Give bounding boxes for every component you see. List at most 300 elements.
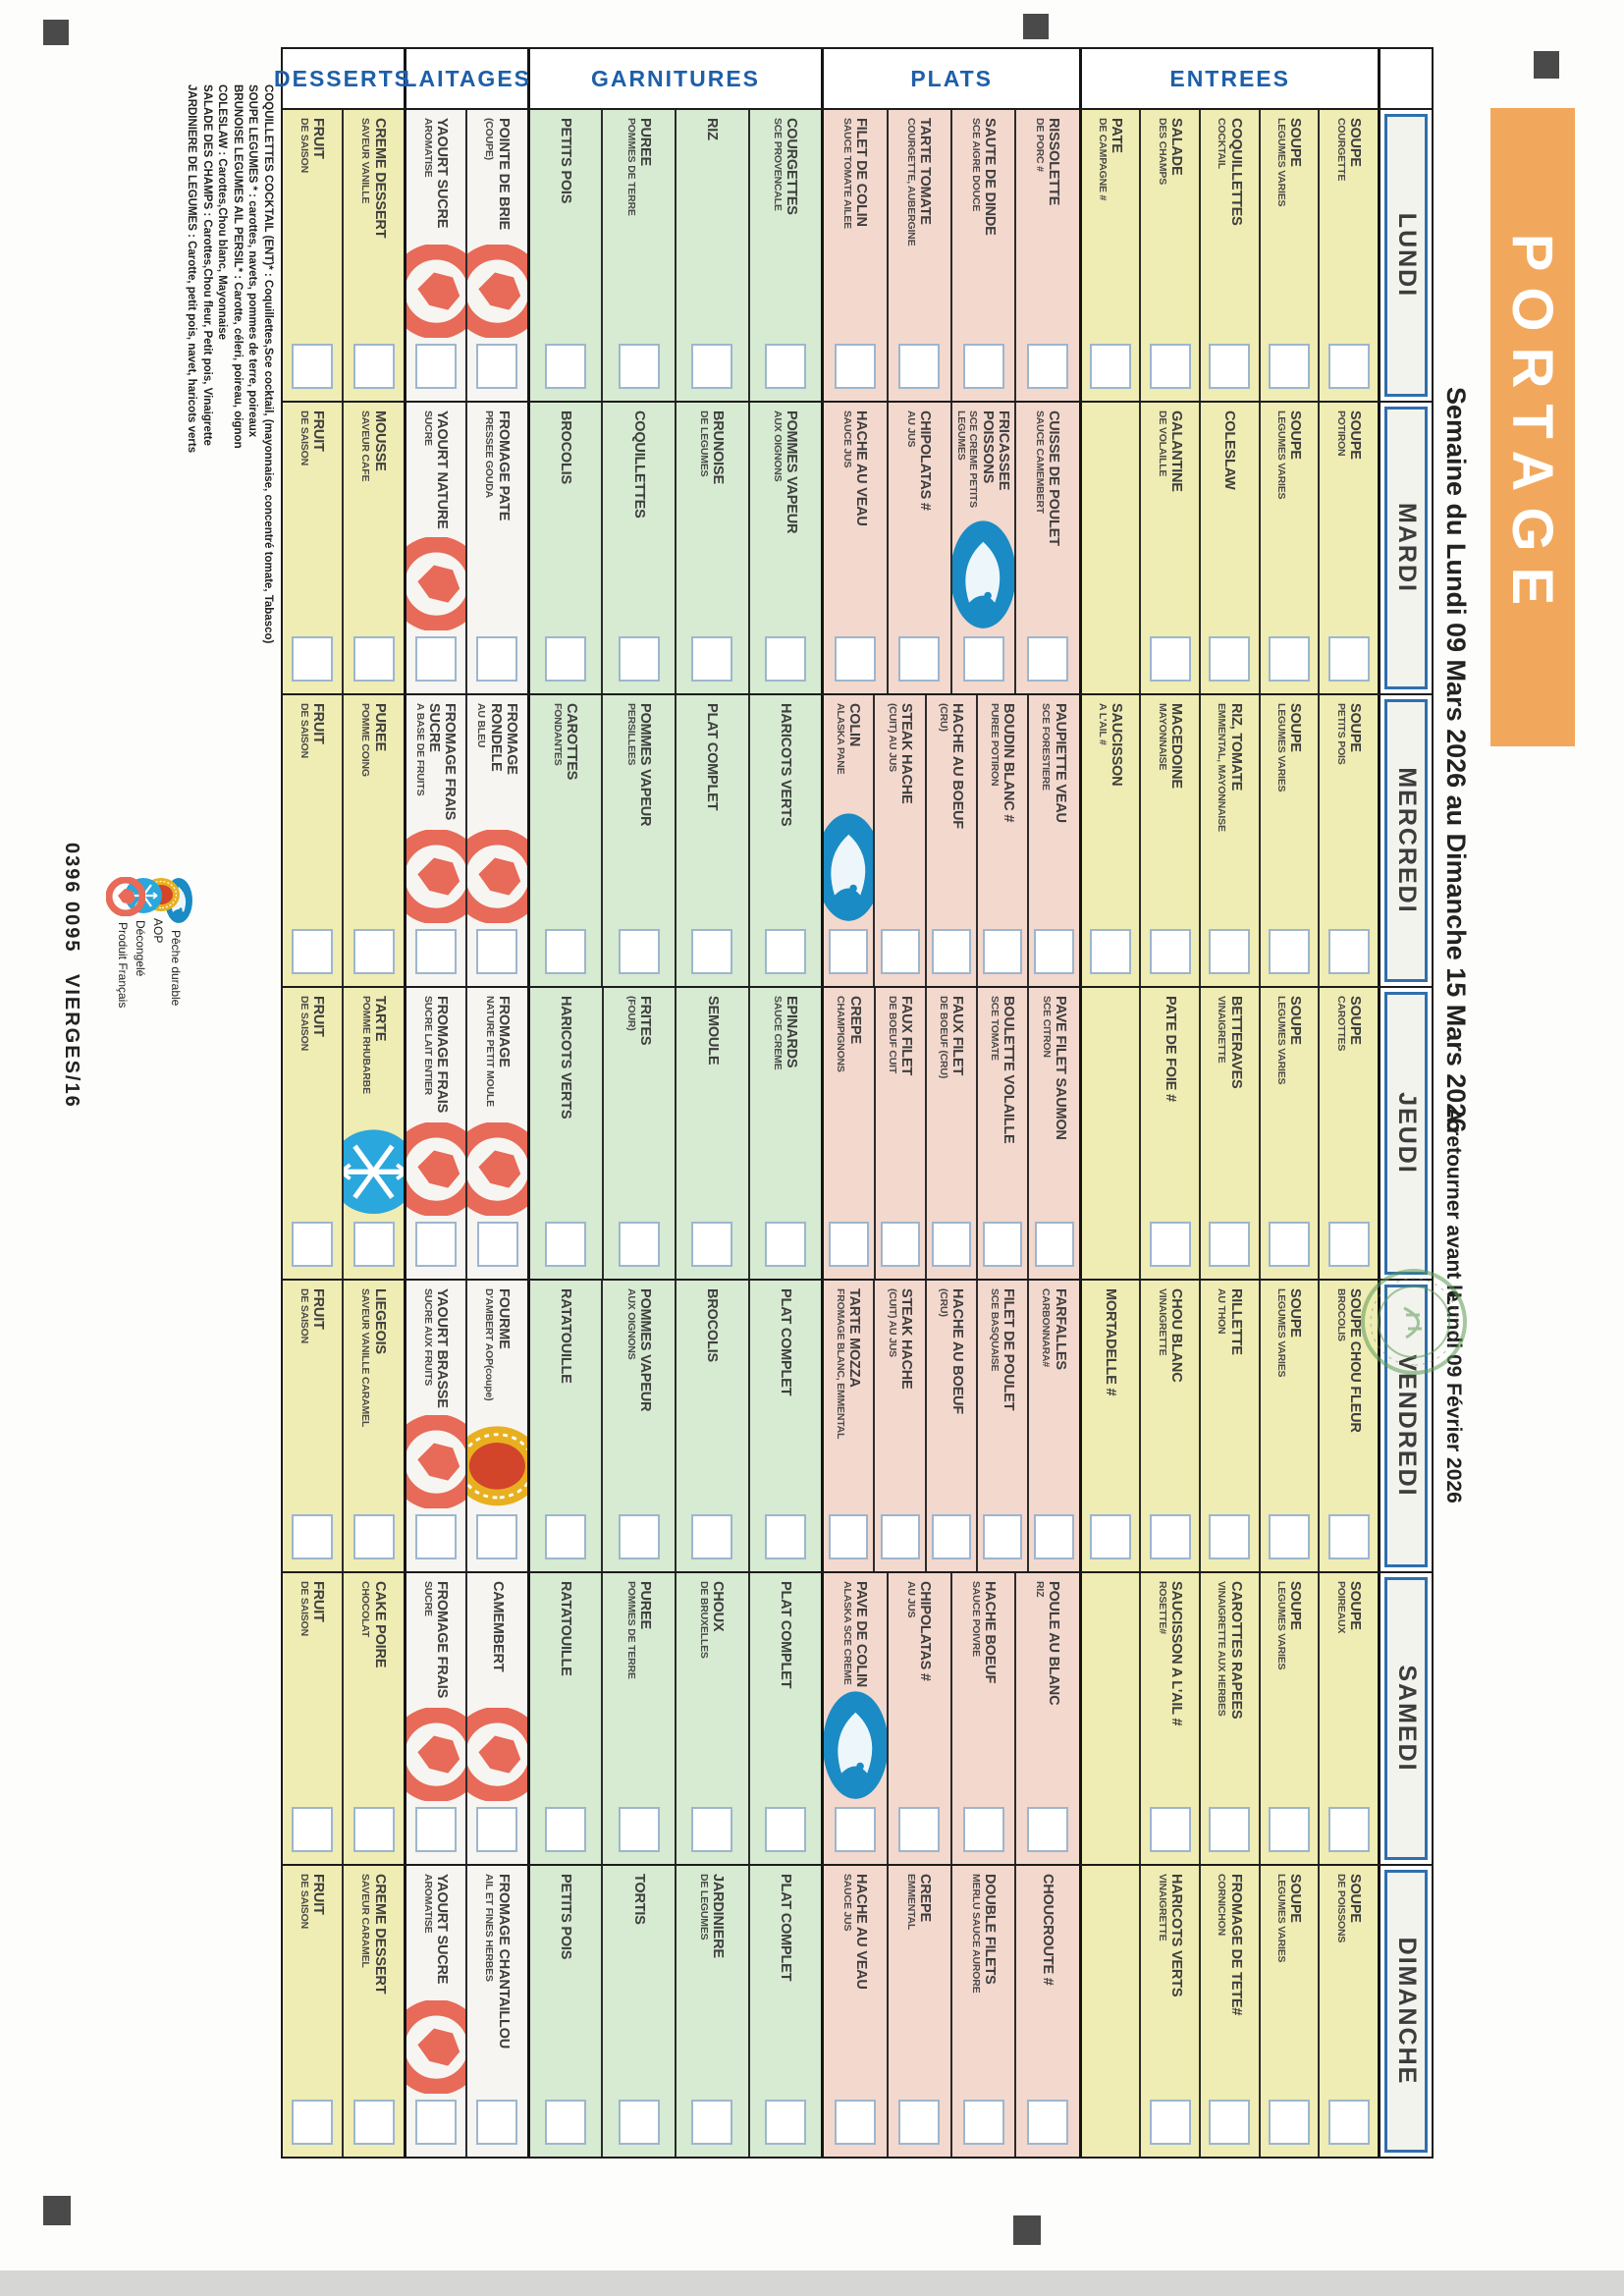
menu-item-text bbox=[359, 410, 387, 636]
menu-checkbox[interactable] bbox=[1035, 1222, 1074, 1267]
menu-checkbox[interactable] bbox=[545, 1514, 586, 1559]
item-subtitle: (COUPE) bbox=[483, 118, 496, 160]
menu-checkbox[interactable] bbox=[765, 1222, 806, 1267]
menu-checkbox[interactable] bbox=[1328, 929, 1370, 974]
produit-francais-icon bbox=[465, 830, 527, 923]
item-name: PAVE FILET SAUMON bbox=[1052, 996, 1068, 1140]
category-label-plats: PLATS bbox=[910, 65, 993, 91]
menu-checkbox[interactable] bbox=[353, 929, 395, 974]
menu-item-text bbox=[698, 1874, 726, 2100]
menu-checkbox[interactable] bbox=[829, 1222, 868, 1267]
item-name: FROMAGE CHANTAILLOU bbox=[495, 1874, 512, 2049]
day-header-label: SAMEDI bbox=[1384, 1577, 1428, 1860]
item-subtitle: VINAIGRETTE bbox=[1216, 996, 1228, 1064]
menu-checkbox[interactable] bbox=[619, 2100, 660, 2145]
menu-checkbox[interactable] bbox=[1269, 929, 1310, 974]
menu-checkbox[interactable] bbox=[765, 1514, 806, 1559]
menu-item-text bbox=[905, 1581, 933, 1807]
item-name: PAUPIETTE VEAU bbox=[1052, 703, 1068, 823]
aop-icon bbox=[465, 1424, 527, 1508]
menu-checkbox[interactable] bbox=[691, 344, 732, 389]
menu-checkbox[interactable] bbox=[1328, 1514, 1370, 1559]
section-laitages-dimanche bbox=[406, 1866, 530, 2157]
menu-checkbox[interactable] bbox=[1328, 1222, 1370, 1267]
item-name: FROMAGE FRAIS SUCRE bbox=[426, 703, 459, 821]
menu-checkbox[interactable] bbox=[545, 1222, 586, 1267]
menu-item-text bbox=[1157, 703, 1184, 929]
item-name: FRUIT bbox=[310, 118, 327, 159]
menu-checkbox[interactable] bbox=[1209, 1807, 1250, 1852]
item-subtitle: A BASE DE FRUITS bbox=[413, 703, 426, 796]
item-name: FRUIT bbox=[310, 410, 327, 452]
menu-checkbox[interactable] bbox=[353, 344, 395, 389]
decongele-icon bbox=[343, 1127, 405, 1216]
menu-item-cell bbox=[530, 1573, 602, 1864]
menu-item-text bbox=[359, 703, 387, 929]
item-subtitle: DES CHAMPS bbox=[1156, 118, 1168, 186]
item-name: PUREE bbox=[636, 1581, 653, 1629]
menu-item-cell bbox=[976, 1281, 1027, 1571]
menu-item-text bbox=[698, 1581, 726, 1807]
menu-checkbox[interactable] bbox=[691, 929, 732, 974]
item-subtitle: SAUCE CREME bbox=[771, 996, 784, 1070]
menu-item-text bbox=[298, 1874, 326, 2100]
menu-checkbox[interactable] bbox=[1328, 344, 1370, 389]
menu-item-cell bbox=[1027, 1281, 1078, 1571]
menu-checkbox[interactable] bbox=[1209, 929, 1250, 974]
menu-checkbox[interactable] bbox=[292, 1514, 333, 1559]
menu-checkbox[interactable] bbox=[1209, 2100, 1250, 2145]
menu-checkbox[interactable] bbox=[1269, 1222, 1310, 1267]
menu-item-text bbox=[414, 703, 459, 830]
menu-item-text bbox=[625, 703, 653, 929]
menu-item-text bbox=[1275, 118, 1303, 344]
registration-mark bbox=[43, 20, 69, 45]
menu-checkbox[interactable] bbox=[545, 2100, 586, 2145]
category-label-desserts: DESSERTS bbox=[274, 65, 412, 91]
menu-item-text bbox=[1221, 410, 1237, 636]
menu-item-cell bbox=[675, 1573, 748, 1864]
menu-checkbox[interactable] bbox=[415, 344, 457, 389]
item-name: HACHE AU VEAU bbox=[853, 410, 870, 526]
menu-checkbox[interactable] bbox=[353, 636, 395, 682]
menu-checkbox[interactable] bbox=[545, 636, 586, 682]
item-subtitle: ALASKA SCE CREME bbox=[840, 1581, 853, 1685]
menu-checkbox[interactable] bbox=[477, 2100, 518, 2145]
section-desserts-mardi bbox=[283, 403, 406, 693]
menu-checkbox[interactable] bbox=[415, 636, 457, 682]
item-name: BOUDIN BLANC # bbox=[1001, 703, 1017, 823]
menu-item-cell bbox=[1027, 988, 1078, 1279]
menu-checkbox[interactable] bbox=[1034, 1514, 1073, 1559]
menu-item-cell bbox=[1199, 1866, 1259, 2157]
item-subtitle: DE SAISON bbox=[298, 1288, 311, 1343]
menu-checkbox[interactable] bbox=[932, 1514, 971, 1559]
item-subtitle: (CRU) bbox=[937, 703, 949, 732]
menu-checkbox[interactable] bbox=[983, 1514, 1022, 1559]
item-subtitle: SAVEUR CAFE bbox=[359, 410, 372, 482]
menu-checkbox[interactable] bbox=[1209, 636, 1250, 682]
item-name: FAUX FILET bbox=[897, 996, 914, 1075]
menu-checkbox[interactable] bbox=[415, 929, 457, 974]
day-header-dimanche bbox=[1380, 1866, 1432, 2157]
menu-item-cell bbox=[601, 1866, 675, 2157]
menu-checkbox[interactable] bbox=[477, 929, 518, 974]
menu-checkbox[interactable] bbox=[353, 1807, 395, 1852]
item-name: CAROTTES bbox=[564, 703, 580, 781]
menu-checkbox[interactable] bbox=[619, 1222, 660, 1267]
item-name: YAOURT SUCRE bbox=[434, 1874, 451, 1985]
menu-checkbox[interactable] bbox=[932, 929, 971, 974]
item-subtitle: (FOUR) bbox=[624, 996, 637, 1031]
menu-checkbox[interactable] bbox=[292, 636, 333, 682]
menu-checkbox[interactable] bbox=[1150, 1807, 1191, 1852]
item-name: HACHE BOEUF bbox=[981, 1581, 998, 1684]
menu-checkbox[interactable] bbox=[1269, 1514, 1310, 1559]
item-subtitle: (CUIT) AU JUS bbox=[886, 703, 898, 772]
menu-checkbox[interactable] bbox=[983, 929, 1022, 974]
menu-item-cell bbox=[675, 1866, 748, 2157]
menu-checkbox[interactable] bbox=[1090, 344, 1131, 389]
return-notice-label: A retourner avant le bbox=[1442, 1108, 1465, 1302]
portage-banner: PORTAGE bbox=[1490, 108, 1575, 746]
menu-item-cell bbox=[406, 695, 466, 986]
item-name: COQUILLETTES bbox=[1227, 118, 1244, 226]
menu-checkbox[interactable] bbox=[1269, 636, 1310, 682]
item-name: SOUPE bbox=[1346, 1581, 1363, 1630]
item-subtitle: AU JUS bbox=[905, 410, 918, 448]
menu-item-text bbox=[704, 1288, 720, 1514]
menu-item-text bbox=[772, 996, 799, 1222]
menu-item-text bbox=[1157, 410, 1184, 636]
menu-checkbox[interactable] bbox=[292, 929, 333, 974]
item-subtitle: SAVEUR VANILLE bbox=[359, 118, 372, 204]
menu-checkbox[interactable] bbox=[415, 1222, 457, 1267]
item-name: DOUBLE FILETS bbox=[981, 1874, 998, 1985]
menu-checkbox[interactable] bbox=[691, 636, 732, 682]
menu-checkbox[interactable] bbox=[881, 1222, 920, 1267]
item-subtitle: SAVEUR CARAMEL bbox=[359, 1874, 372, 1968]
menu-item-text bbox=[631, 1874, 647, 2100]
item-name: CAMEMBERT bbox=[489, 1581, 506, 1672]
menu-item-text bbox=[1335, 410, 1363, 636]
menu-checkbox[interactable] bbox=[898, 636, 940, 682]
menu-checkbox[interactable] bbox=[835, 636, 876, 682]
menu-checkbox[interactable] bbox=[1269, 1807, 1310, 1852]
menu-item-text bbox=[1040, 1874, 1056, 2100]
menu-checkbox[interactable] bbox=[835, 2100, 876, 2145]
item-name: SOUPE bbox=[1287, 118, 1304, 167]
item-name: RATATOUILLE bbox=[558, 1581, 574, 1676]
menu-checkbox[interactable] bbox=[963, 636, 1004, 682]
menu-checkbox[interactable] bbox=[835, 1807, 876, 1852]
item-subtitle: DE SAISON bbox=[298, 1874, 311, 1929]
menu-checkbox[interactable] bbox=[829, 1514, 868, 1559]
menu-checkbox[interactable] bbox=[545, 344, 586, 389]
item-subtitle: AU JUS bbox=[905, 1581, 918, 1618]
section-plats-mardi bbox=[824, 403, 1082, 693]
menu-checkbox[interactable] bbox=[415, 2100, 457, 2145]
menu-item-cell bbox=[1199, 1573, 1259, 1864]
item-name: TARTE MOZZA bbox=[846, 1288, 863, 1388]
menu-checkbox[interactable] bbox=[1027, 2100, 1068, 2145]
menu-checkbox[interactable] bbox=[545, 929, 586, 974]
menu-checkbox[interactable] bbox=[881, 1514, 920, 1559]
menu-checkbox[interactable] bbox=[477, 1222, 518, 1267]
menu-checkbox[interactable] bbox=[1027, 1807, 1068, 1852]
menu-item-cell bbox=[1259, 695, 1319, 986]
item-name: CHOUX bbox=[710, 1581, 727, 1632]
menu-item-cell bbox=[406, 988, 466, 1279]
section-garnitures-dimanche bbox=[530, 1866, 824, 2157]
menu-checkbox[interactable] bbox=[691, 1222, 732, 1267]
menu-checkbox[interactable] bbox=[835, 344, 876, 389]
footnote-line: BRUNOISE LEGUMES AIL PERSIL* : Carotte, céleri, poireau, oignon bbox=[232, 84, 244, 449]
menu-checkbox[interactable] bbox=[1209, 1514, 1250, 1559]
menu-checkbox[interactable] bbox=[963, 344, 1004, 389]
day-header-jeudi bbox=[1380, 988, 1432, 1279]
menu-checkbox[interactable] bbox=[1027, 636, 1068, 682]
menu-checkbox[interactable] bbox=[545, 1807, 586, 1852]
menu-checkbox[interactable] bbox=[1027, 344, 1068, 389]
menu-checkbox[interactable] bbox=[1034, 929, 1073, 974]
item-subtitle: MERLU SAUCE AURORE bbox=[969, 1874, 982, 1994]
item-name: SEMOULE bbox=[704, 996, 721, 1066]
menu-item-cell-empty bbox=[1082, 403, 1140, 693]
menu-checkbox[interactable] bbox=[898, 344, 940, 389]
menu-item-text bbox=[905, 1874, 933, 2100]
item-name: CHIPOLATAS # bbox=[917, 410, 934, 511]
menu-checkbox[interactable] bbox=[1090, 929, 1131, 974]
item-stamp bbox=[406, 2000, 466, 2094]
menu-item-cell bbox=[530, 988, 602, 1279]
menu-checkbox[interactable] bbox=[829, 929, 868, 974]
section-entrees-lundi bbox=[1082, 110, 1380, 401]
legend-item bbox=[115, 877, 132, 1008]
footnote-line: COLESLAW : Carottes,Chou blanc, Mayonnaise bbox=[216, 84, 229, 341]
menu-checkbox[interactable] bbox=[292, 344, 333, 389]
item-subtitle: SAUCE POIVRE bbox=[969, 1581, 982, 1657]
menu-item-text bbox=[359, 1581, 387, 1807]
scan-edge bbox=[0, 2270, 1624, 2296]
item-subtitle: SCE CREME PETITS LEGUMES bbox=[955, 410, 980, 508]
menu-item-cell bbox=[824, 110, 886, 401]
menu-item-cell bbox=[824, 403, 886, 693]
item-name: SOUPE bbox=[1287, 1581, 1304, 1630]
menu-item-text bbox=[489, 1581, 505, 1708]
item-name: COLESLAW bbox=[1221, 410, 1238, 490]
menu-checkbox[interactable] bbox=[1090, 1514, 1131, 1559]
menu-item-text bbox=[1216, 703, 1243, 929]
menu-item-cell bbox=[406, 1281, 466, 1571]
item-name: CAKE POIRE bbox=[371, 1581, 388, 1668]
menu-item-text bbox=[1216, 1874, 1243, 2100]
week-heading: Semaine du Lundi 09 Mars 2026 au Dimanche 15 Mars 2026 bbox=[1441, 387, 1471, 1133]
registration-mark bbox=[43, 2196, 71, 2225]
menu-checkbox[interactable] bbox=[898, 1807, 940, 1852]
menu-checkbox[interactable] bbox=[353, 1222, 395, 1267]
category-label-garnitures: GARNITURES bbox=[591, 65, 761, 91]
item-subtitle: PETITS POIS bbox=[1334, 703, 1347, 765]
item-stamp bbox=[406, 830, 466, 923]
item-name: FARFALLES bbox=[1052, 1288, 1068, 1370]
menu-checkbox[interactable] bbox=[619, 929, 660, 974]
menu-checkbox[interactable] bbox=[691, 1514, 732, 1559]
item-name: BOULETTE VOLAILLE bbox=[1001, 996, 1017, 1144]
menu-item-cell bbox=[1199, 403, 1259, 693]
menu-checkbox[interactable] bbox=[691, 2100, 732, 2145]
menu-checkbox[interactable] bbox=[1150, 1222, 1191, 1267]
menu-item-cell bbox=[1259, 403, 1319, 693]
item-name: HARICOTS VERTS bbox=[1167, 1874, 1184, 1997]
menu-item-text bbox=[955, 410, 1011, 519]
menu-checkbox[interactable] bbox=[1269, 344, 1310, 389]
item-subtitle: POMMES DE TERRE bbox=[624, 118, 637, 216]
menu-checkbox[interactable] bbox=[1150, 636, 1191, 682]
menu-item-cell bbox=[1139, 1573, 1199, 1864]
item-subtitle: ROSETTE# bbox=[1156, 1581, 1168, 1634]
item-subtitle: DE LEGUMES bbox=[698, 410, 711, 477]
item-subtitle: DE BRUXELLES bbox=[698, 1581, 711, 1659]
menu-item-text bbox=[558, 410, 573, 636]
item-name: POMMES VAPEUR bbox=[636, 1288, 653, 1412]
menu-checkbox[interactable] bbox=[353, 2100, 395, 2145]
item-name: RATATOUILLE bbox=[558, 1288, 574, 1384]
menu-checkbox[interactable] bbox=[353, 1514, 395, 1559]
menu-item-cell bbox=[824, 1866, 886, 2157]
menu-item-text bbox=[422, 996, 450, 1122]
menu-item-cell bbox=[748, 1866, 822, 2157]
menu-item-text bbox=[1275, 1581, 1303, 1807]
menu-item-text bbox=[359, 118, 387, 344]
item-name: LIEGEOIS bbox=[371, 1288, 388, 1354]
section-desserts-vendredi bbox=[283, 1281, 406, 1571]
menu-item-text bbox=[835, 703, 862, 811]
menu-checkbox[interactable] bbox=[691, 1807, 732, 1852]
item-name: RILLETTE bbox=[1227, 1288, 1244, 1355]
menu-checkbox[interactable] bbox=[765, 1807, 806, 1852]
item-subtitle: SCE PROVENCALE bbox=[771, 118, 784, 211]
menu-item-cell bbox=[1199, 1281, 1259, 1571]
item-subtitle: VINAIGRETTE bbox=[1156, 1288, 1168, 1356]
menu-checkbox[interactable] bbox=[619, 344, 660, 389]
menu-checkbox[interactable] bbox=[765, 344, 806, 389]
menu-item-cell bbox=[748, 110, 822, 401]
menu-checkbox[interactable] bbox=[1150, 344, 1191, 389]
section-entrees-jeudi bbox=[1082, 988, 1380, 1279]
menu-item-cell bbox=[530, 110, 602, 401]
footnote-line: SALADE DES CHAMPS : Carottes,Chou fleur, Petit pois, Vinaigrette bbox=[201, 84, 213, 446]
menu-checkbox[interactable] bbox=[1328, 636, 1370, 682]
menu-item-text bbox=[1275, 410, 1303, 636]
item-name: PLAT COMPLET bbox=[777, 1581, 793, 1689]
menu-checkbox[interactable] bbox=[1209, 344, 1250, 389]
menu-checkbox[interactable] bbox=[765, 2100, 806, 2145]
menu-checkbox[interactable] bbox=[765, 636, 806, 682]
item-stamp bbox=[406, 1415, 466, 1508]
menu-item-text bbox=[552, 703, 579, 929]
peche-durable-icon bbox=[824, 1689, 886, 1801]
menu-checkbox[interactable] bbox=[477, 344, 518, 389]
day-header-mardi bbox=[1380, 403, 1432, 693]
menu-checkbox[interactable] bbox=[983, 1222, 1022, 1267]
item-name: STEAK HACHE bbox=[897, 1288, 914, 1390]
item-name: POINTE DE BRIE bbox=[495, 118, 512, 231]
menu-checkbox[interactable] bbox=[477, 1807, 518, 1852]
menu-item-cell bbox=[465, 695, 527, 986]
menu-checkbox[interactable] bbox=[1328, 1807, 1370, 1852]
item-name: BROCOLIS bbox=[558, 410, 574, 484]
day-column-jeudi bbox=[283, 988, 1432, 1281]
menu-checkbox[interactable] bbox=[1269, 2100, 1310, 2145]
menu-checkbox[interactable] bbox=[932, 1222, 971, 1267]
menu-item-text bbox=[359, 1874, 387, 2100]
menu-item-text bbox=[483, 410, 511, 636]
menu-checkbox[interactable] bbox=[1209, 1222, 1250, 1267]
menu-item-cell bbox=[283, 403, 342, 693]
menu-checkbox[interactable] bbox=[619, 636, 660, 682]
menu-checkbox[interactable] bbox=[415, 1807, 457, 1852]
item-name: SOUPE bbox=[1346, 703, 1363, 752]
menu-checkbox[interactable] bbox=[415, 1514, 457, 1559]
menu-item-text bbox=[989, 996, 1016, 1222]
menu-checkbox[interactable] bbox=[1150, 2100, 1191, 2145]
menu-checkbox[interactable] bbox=[477, 1514, 518, 1559]
produit-francais-icon bbox=[465, 245, 527, 338]
section-garnitures-mardi bbox=[530, 403, 824, 693]
menu-checkbox[interactable] bbox=[1150, 929, 1191, 974]
menu-checkbox[interactable] bbox=[292, 1807, 333, 1852]
menu-checkbox[interactable] bbox=[619, 1514, 660, 1559]
menu-checkbox[interactable] bbox=[881, 929, 920, 974]
item-subtitle: A L'AIL # bbox=[1096, 703, 1109, 745]
menu-checkbox[interactable] bbox=[898, 2100, 940, 2145]
menu-checkbox[interactable] bbox=[619, 1807, 660, 1852]
menu-checkbox[interactable] bbox=[765, 929, 806, 974]
menu-item-cell bbox=[283, 988, 343, 1279]
day-header-label: MERCREDI bbox=[1384, 699, 1428, 982]
category-column-spacer bbox=[1380, 49, 1432, 108]
category-column bbox=[274, 49, 1432, 110]
section-plats-jeudi bbox=[824, 988, 1081, 1279]
menu-item-text bbox=[1157, 118, 1184, 344]
menu-checkbox[interactable] bbox=[1150, 1514, 1191, 1559]
menu-checkbox[interactable] bbox=[963, 2100, 1004, 2145]
menu-item-cell bbox=[1014, 1866, 1078, 2157]
item-stamp bbox=[824, 811, 873, 923]
menu-checkbox[interactable] bbox=[292, 2100, 333, 2145]
section-desserts-lundi bbox=[283, 110, 406, 401]
menu-item-text bbox=[835, 1288, 862, 1514]
item-name: FOURME bbox=[495, 1288, 512, 1349]
section-laitages-mercredi bbox=[406, 695, 530, 986]
menu-checkbox[interactable] bbox=[292, 1222, 333, 1267]
menu-item-text bbox=[625, 118, 653, 344]
day-header-label: JEUDI bbox=[1384, 992, 1428, 1275]
menu-item-cell bbox=[1082, 1281, 1140, 1571]
menu-checkbox[interactable] bbox=[1328, 2100, 1370, 2145]
registration-mark bbox=[1023, 14, 1049, 39]
item-subtitle: PRESSEE GOUDA bbox=[483, 410, 496, 499]
item-name: HACHE AU VEAU bbox=[853, 1874, 870, 1990]
menu-item-text bbox=[483, 1288, 511, 1424]
item-name: PATE DE FOIE # bbox=[1162, 996, 1178, 1102]
menu-item-cell bbox=[1318, 1866, 1378, 2157]
menu-checkbox[interactable] bbox=[963, 1807, 1004, 1852]
peche-durable-icon bbox=[950, 519, 1014, 630]
menu-checkbox[interactable] bbox=[477, 636, 518, 682]
menu-item-text bbox=[1216, 1288, 1243, 1514]
